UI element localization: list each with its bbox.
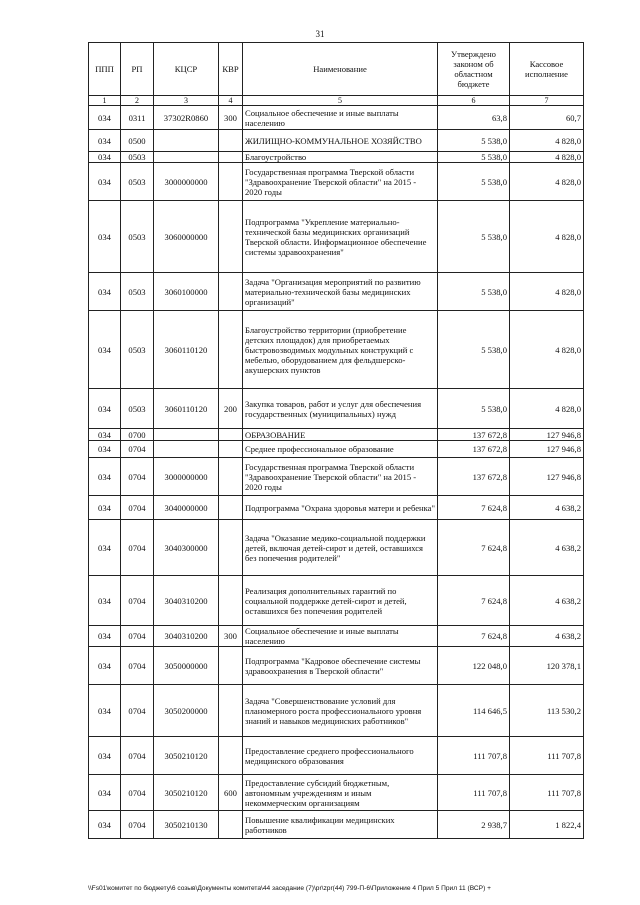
cell-rp: 0704 <box>121 458 154 496</box>
table-body <box>89 106 584 839</box>
table-row <box>89 458 584 496</box>
cell-kvr <box>219 685 243 737</box>
cell-name: Повышение квалификации медицинских работников <box>243 811 438 839</box>
table-row <box>89 273 584 311</box>
column-number: 3 <box>154 96 219 106</box>
cell-kcsr: 3000000000 <box>154 163 219 201</box>
cell-rp: 0503 <box>121 201 154 273</box>
cell-executed: 4 828,0 <box>510 311 584 389</box>
cell-approved: 111 707,8 <box>438 775 510 811</box>
cell-rp: 0500 <box>121 130 154 152</box>
cell-kcsr: 3060110120 <box>154 311 219 389</box>
cell-executed: 127 946,8 <box>510 441 584 458</box>
cell-ppp: 034 <box>89 201 121 273</box>
cell-name: Задача "Организация мероприятий по развитию материально-технической базы медицинских организаций" <box>243 273 438 311</box>
table-row <box>89 311 584 389</box>
table-row <box>89 389 584 429</box>
cell-executed: 4 638,2 <box>510 626 584 647</box>
cell-ppp: 034 <box>89 811 121 839</box>
column-number: 7 <box>510 96 584 106</box>
cell-ppp: 034 <box>89 520 121 576</box>
cell-kcsr: 3050210130 <box>154 811 219 839</box>
cell-ppp: 034 <box>89 737 121 775</box>
cell-approved: 5 538,0 <box>438 201 510 273</box>
cell-kvr <box>219 441 243 458</box>
cell-executed: 4 828,0 <box>510 389 584 429</box>
cell-ppp: 034 <box>89 576 121 626</box>
cell-approved: 137 672,8 <box>438 429 510 441</box>
cell-kcsr: 3040310200 <box>154 626 219 647</box>
cell-ppp: 034 <box>89 626 121 647</box>
cell-ppp: 034 <box>89 441 121 458</box>
cell-ppp: 034 <box>89 130 121 152</box>
cell-kvr <box>219 163 243 201</box>
cell-kcsr: 3060100000 <box>154 273 219 311</box>
cell-approved: 5 538,0 <box>438 163 510 201</box>
cell-executed: 4 828,0 <box>510 163 584 201</box>
cell-executed: 4 828,0 <box>510 273 584 311</box>
cell-name: Закупка товаров, работ и услуг для обеспечения государственных (муниципальных) нужд <box>243 389 438 429</box>
header-kvr: КВР <box>219 43 243 96</box>
cell-kcsr: 3040310200 <box>154 576 219 626</box>
cell-kcsr: 3060000000 <box>154 201 219 273</box>
cell-approved: 5 538,0 <box>438 311 510 389</box>
cell-name: Благоустройство территории (приобретение детских площадок) для приобретаемых быстровозводимых модульных конструкций с мебелью, оборудованием для фельдшерско-акушерских пунктов <box>243 311 438 389</box>
cell-kcsr: 3050210120 <box>154 775 219 811</box>
cell-kvr: 600 <box>219 775 243 811</box>
cell-ppp: 034 <box>89 685 121 737</box>
cell-approved: 122 048,0 <box>438 647 510 685</box>
header-executed: Кассовое исполнение <box>510 43 584 96</box>
cell-kvr: 300 <box>219 626 243 647</box>
table-row <box>89 647 584 685</box>
cell-executed: 4 638,2 <box>510 576 584 626</box>
cell-rp: 0704 <box>121 496 154 520</box>
cell-kcsr: 3060110120 <box>154 389 219 429</box>
table-row <box>89 201 584 273</box>
cell-kcsr: 3040000000 <box>154 496 219 520</box>
cell-executed: 113 530,2 <box>510 685 584 737</box>
cell-name: Среднее профессиональное образование <box>243 441 438 458</box>
cell-kvr <box>219 520 243 576</box>
table-row <box>89 163 584 201</box>
cell-approved: 137 672,8 <box>438 458 510 496</box>
cell-ppp: 034 <box>89 458 121 496</box>
cell-executed: 4 638,2 <box>510 520 584 576</box>
cell-rp: 0311 <box>121 106 154 130</box>
cell-ppp: 034 <box>89 496 121 520</box>
cell-name: Подпрограмма "Укрепление материально-технической базы медицинских организаций Тверской области. Информационное обеспечение системы здравоохранения" <box>243 201 438 273</box>
cell-ppp: 034 <box>89 163 121 201</box>
cell-kvr <box>219 458 243 496</box>
cell-kcsr: 3040300000 <box>154 520 219 576</box>
cell-kcsr <box>154 429 219 441</box>
cell-approved: 137 672,8 <box>438 441 510 458</box>
cell-executed: 127 946,8 <box>510 429 584 441</box>
cell-kvr <box>219 201 243 273</box>
cell-kvr <box>219 647 243 685</box>
cell-name: Социальное обеспечение и иные выплаты населению <box>243 626 438 647</box>
cell-executed: 111 707,8 <box>510 775 584 811</box>
table-row <box>89 106 584 130</box>
cell-name: Благоустройство <box>243 152 438 163</box>
cell-executed: 127 946,8 <box>510 458 584 496</box>
cell-name: Подпрограмма "Кадровое обеспечение системы здравоохранения в Тверской области" <box>243 647 438 685</box>
cell-kvr <box>219 130 243 152</box>
cell-kvr <box>219 429 243 441</box>
cell-kvr: 200 <box>219 389 243 429</box>
cell-kcsr <box>154 152 219 163</box>
cell-rp: 0503 <box>121 273 154 311</box>
column-number: 6 <box>438 96 510 106</box>
cell-executed: 4 638,2 <box>510 496 584 520</box>
cell-executed: 60,7 <box>510 106 584 130</box>
table-row <box>89 737 584 775</box>
table-row <box>89 441 584 458</box>
cell-kcsr <box>154 130 219 152</box>
cell-rp: 0704 <box>121 441 154 458</box>
cell-name: Социальное обеспечение и иные выплаты населению <box>243 106 438 130</box>
cell-approved: 5 538,0 <box>438 273 510 311</box>
cell-kcsr: 3000000000 <box>154 458 219 496</box>
cell-kvr <box>219 576 243 626</box>
page-number: 31 <box>315 29 325 39</box>
cell-kcsr: 37302R0860 <box>154 106 219 130</box>
cell-rp: 0704 <box>121 811 154 839</box>
column-number: 2 <box>121 96 154 106</box>
cell-kvr <box>219 311 243 389</box>
cell-rp: 0700 <box>121 429 154 441</box>
table-row <box>89 576 584 626</box>
cell-ppp: 034 <box>89 429 121 441</box>
cell-kcsr <box>154 441 219 458</box>
cell-name: ЖИЛИЩНО-КОММУНАЛЬНОЕ ХОЗЯЙСТВО <box>243 130 438 152</box>
cell-executed: 4 828,0 <box>510 152 584 163</box>
header-approved: Утверждено законом об областном бюджете <box>438 43 510 96</box>
cell-ppp: 034 <box>89 775 121 811</box>
cell-approved: 5 538,0 <box>438 389 510 429</box>
cell-kvr <box>219 811 243 839</box>
cell-rp: 0704 <box>121 737 154 775</box>
table-row <box>89 130 584 152</box>
table-row <box>89 429 584 441</box>
cell-approved: 114 646,5 <box>438 685 510 737</box>
cell-approved: 2 938,7 <box>438 811 510 839</box>
cell-ppp: 034 <box>89 152 121 163</box>
cell-name: Государственная программа Тверской области "Здравоохранение Тверской области" на 2015 - 2020 годы <box>243 458 438 496</box>
cell-executed: 4 828,0 <box>510 130 584 152</box>
cell-approved: 7 624,8 <box>438 496 510 520</box>
cell-ppp: 034 <box>89 647 121 685</box>
cell-rp: 0503 <box>121 163 154 201</box>
cell-rp: 0704 <box>121 520 154 576</box>
cell-kcsr: 3050200000 <box>154 685 219 737</box>
cell-name: Подпрограмма "Охрана здоровья матери и ребенка" <box>243 496 438 520</box>
table-row <box>89 775 584 811</box>
cell-approved: 63,8 <box>438 106 510 130</box>
cell-executed: 120 378,1 <box>510 647 584 685</box>
cell-ppp: 034 <box>89 389 121 429</box>
cell-rp: 0503 <box>121 152 154 163</box>
table-row <box>89 626 584 647</box>
table-row <box>89 496 584 520</box>
budget-table <box>88 42 584 839</box>
header-row <box>89 43 584 96</box>
table-row <box>89 685 584 737</box>
cell-name: Задача "Совершенствование условий для планомерного роста профессионального уровня знаний и навыков медицинских работников" <box>243 685 438 737</box>
cell-name: Реализация дополнительных гарантий по социальной поддержке детей-сирот и детей, оставшихся без попечения родителей <box>243 576 438 626</box>
column-number-row <box>89 96 584 106</box>
header-kcsr: КЦСР <box>154 43 219 96</box>
cell-rp: 0503 <box>121 311 154 389</box>
cell-rp: 0503 <box>121 389 154 429</box>
cell-rp: 0704 <box>121 775 154 811</box>
cell-kvr <box>219 152 243 163</box>
cell-approved: 5 538,0 <box>438 152 510 163</box>
cell-name: ОБРАЗОВАНИЕ <box>243 429 438 441</box>
cell-executed: 1 822,4 <box>510 811 584 839</box>
cell-name: Государственная программа Тверской области "Здравоохранение Тверской области" на 2015 - 2020 годы <box>243 163 438 201</box>
cell-rp: 0704 <box>121 626 154 647</box>
cell-kvr <box>219 496 243 520</box>
cell-rp: 0704 <box>121 685 154 737</box>
cell-rp: 0704 <box>121 647 154 685</box>
column-number: 1 <box>89 96 121 106</box>
header-name: Наименование <box>243 43 438 96</box>
column-number: 5 <box>243 96 438 106</box>
cell-approved: 111 707,8 <box>438 737 510 775</box>
table-row <box>89 811 584 839</box>
header-rp: РП <box>121 43 154 96</box>
cell-name: Задача "Оказание медико-социальной поддержки детей, включая детей-сирот и детей, оставшихся без попечения родителей" <box>243 520 438 576</box>
cell-kvr <box>219 737 243 775</box>
cell-ppp: 034 <box>89 273 121 311</box>
cell-ppp: 034 <box>89 311 121 389</box>
cell-executed: 111 707,8 <box>510 737 584 775</box>
cell-rp: 0704 <box>121 576 154 626</box>
cell-kcsr: 3050210120 <box>154 737 219 775</box>
table-row <box>89 520 584 576</box>
cell-approved: 7 624,8 <box>438 626 510 647</box>
cell-name: Предоставление среднего профессионального медицинского образования <box>243 737 438 775</box>
cell-ppp: 034 <box>89 106 121 130</box>
cell-approved: 7 624,8 <box>438 576 510 626</box>
cell-approved: 5 538,0 <box>438 130 510 152</box>
cell-kvr <box>219 273 243 311</box>
file-path-footer: \\Fs01\комитет по бюджету\6 созыв\Документы комитета\44 заседание (7)\pr\zpr(44) 799-П-6\Приложение 4 Прил 5 Прил 11 (ВСР) + <box>88 885 491 892</box>
table-row <box>89 152 584 163</box>
cell-kvr: 300 <box>219 106 243 130</box>
cell-kcsr: 3050000000 <box>154 647 219 685</box>
column-number: 4 <box>219 96 243 106</box>
cell-executed: 4 828,0 <box>510 201 584 273</box>
cell-approved: 7 624,8 <box>438 520 510 576</box>
cell-name: Предоставление субсидий бюджетным, автономным учреждениям и иным некоммерческим организациям <box>243 775 438 811</box>
header-ppp: ППП <box>89 43 121 96</box>
